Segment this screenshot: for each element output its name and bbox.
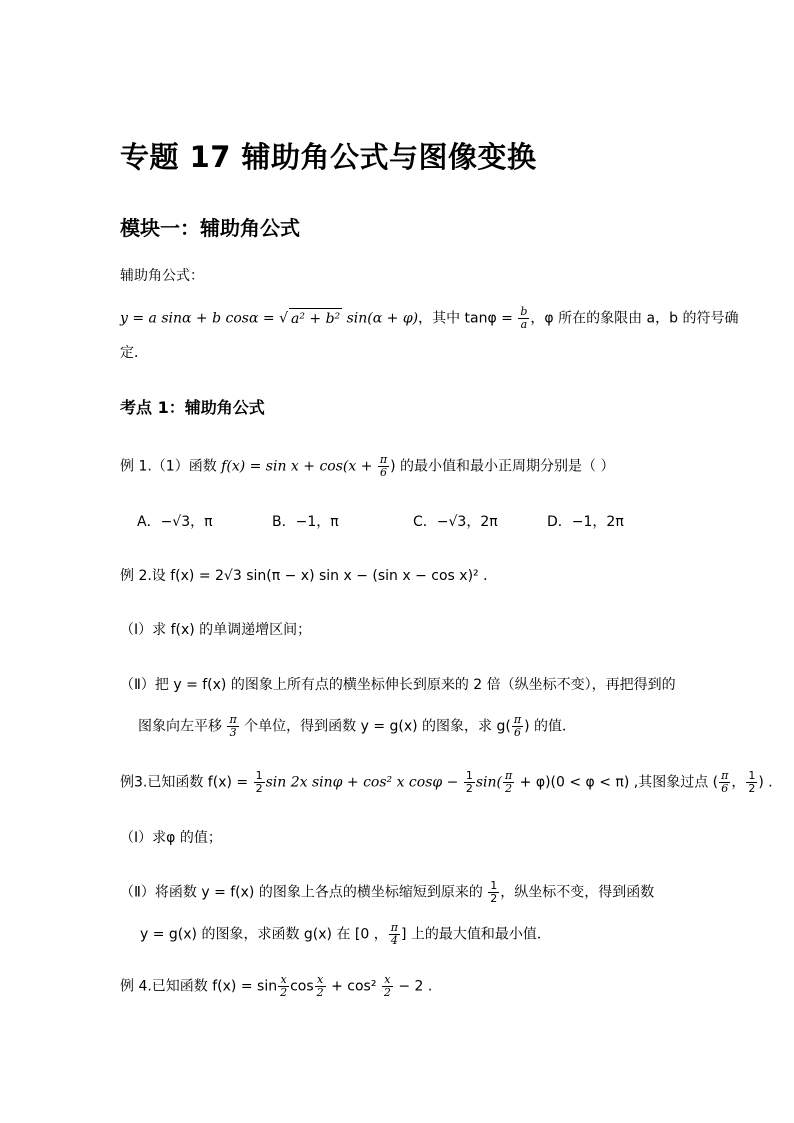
fraction-b-over-a: $\frac{b}{a}$ (520, 305, 528, 331)
fraction-x-2: $\frac{x}{2}$ (280, 973, 288, 999)
module-heading: 模块一：辅助角公式 (120, 216, 300, 240)
example-1-question: 例 1.（1）函数 f(x) = sin x + cos(x + $\frac{\pi}{6}$ ) 的最小值和最小正周期分别是（ ） (120, 453, 615, 479)
formula-tail-line2: 定． (120, 345, 148, 361)
example-3-part-2-line1: （Ⅱ）将函数 y = f(x) 的图象上各点的横坐标缩短到原来的 $\frac{1}{2}$ ，纵坐标不变，得到函数 (120, 879, 655, 905)
formula-lhs: y = a sinα + b cosα = (120, 310, 280, 327)
example-2-part-1: （Ⅰ）求 f(x) 的单调递增区间； (120, 622, 312, 638)
sqrt-sign: √ (279, 310, 288, 327)
option-a: A．−√3，π (137, 514, 213, 530)
fraction-half: $\frac{1}{2}$ (748, 769, 756, 795)
fraction-pi-6: $\frac{\pi}{6}$ (721, 769, 729, 795)
option-d: D．−1，2π (547, 514, 624, 530)
formula-sqrt: a² + b² (289, 308, 342, 329)
point-heading: 考点 1：辅助角公式 (120, 398, 265, 417)
formula-tail: ，φ 所在的象限由 a，b 的符号确 (530, 310, 739, 327)
example-4-question: 例 4.已知函数 f(x) = sin $\frac{x}{2}$ cos $\frac{x}{2}$ + cos² $\frac{x}{2}$ − 2 . (120, 973, 433, 999)
fraction-pi-2: $\frac{\pi}{2}$ (504, 769, 513, 795)
example-2-question: 例 2.设 f(x) = 2√3 sin(π − x) sin x − (sin x − cos x)² ． (120, 568, 498, 584)
fraction-pi-3: $\frac{\pi}{3}$ (229, 713, 237, 739)
example-3-part-1: （Ⅰ）求φ 的值； (120, 830, 222, 846)
fraction-pi-6: $\frac{\pi}{6}$ (513, 713, 522, 739)
example-3-part-2-line2: y = g(x) 的图象，求函数 g(x) 在 [0 ， $\frac{\pi}{4}$ ] 上的最大值和最小值． (140, 921, 551, 947)
fraction-pi-6: $\frac{\pi}{6}$ (379, 453, 388, 479)
page-title: 专题 17 辅助角公式与图像变换 (120, 140, 537, 174)
option-b: B．−1，π (272, 514, 339, 530)
fraction-x-2: $\frac{x}{2}$ (383, 973, 391, 999)
fraction-x-2: $\frac{x}{2}$ (316, 973, 324, 999)
fraction-half: $\frac{1}{2}$ (490, 879, 498, 905)
formula-rhs: sin(α + φ) (342, 310, 419, 327)
fraction-half: $\frac{1}{2}$ (465, 769, 473, 795)
example-2-part-2-line1: （Ⅱ）把 y = f(x) 的图象上所有点的横坐标伸长到原来的 2 倍（纵坐标不变），再把得到的 (120, 677, 676, 693)
intro-label: 辅助角公式： (120, 268, 204, 284)
example-3-question: 例3.已知函数 f(x) = $\frac{1}{2}$ sin 2x sinφ + cos² x cosφ − $\frac{1}{2}$ sin( $\frac{\pi}{2}$ + φ)(0 < φ < π) ,其图象过点 ( $\frac{\pi}{6}$ ， $\frac{1}{2}$ ) . (120, 769, 773, 795)
example-2-part-2-line2: 图象向左平移 $\frac{\pi}{3}$ 个单位，得到函数 y = g(x) 的图象，求 g( $\frac{\pi}{6}$ ) 的值． (138, 713, 577, 739)
option-c: C．−√3，2π (413, 514, 498, 530)
formula-mid: ，其中 tanφ = (418, 310, 518, 327)
fraction-half: $\frac{1}{2}$ (255, 769, 263, 795)
auxiliary-angle-formula (120, 306, 738, 331)
fraction-pi-4: $\frac{\pi}{4}$ (390, 921, 398, 947)
